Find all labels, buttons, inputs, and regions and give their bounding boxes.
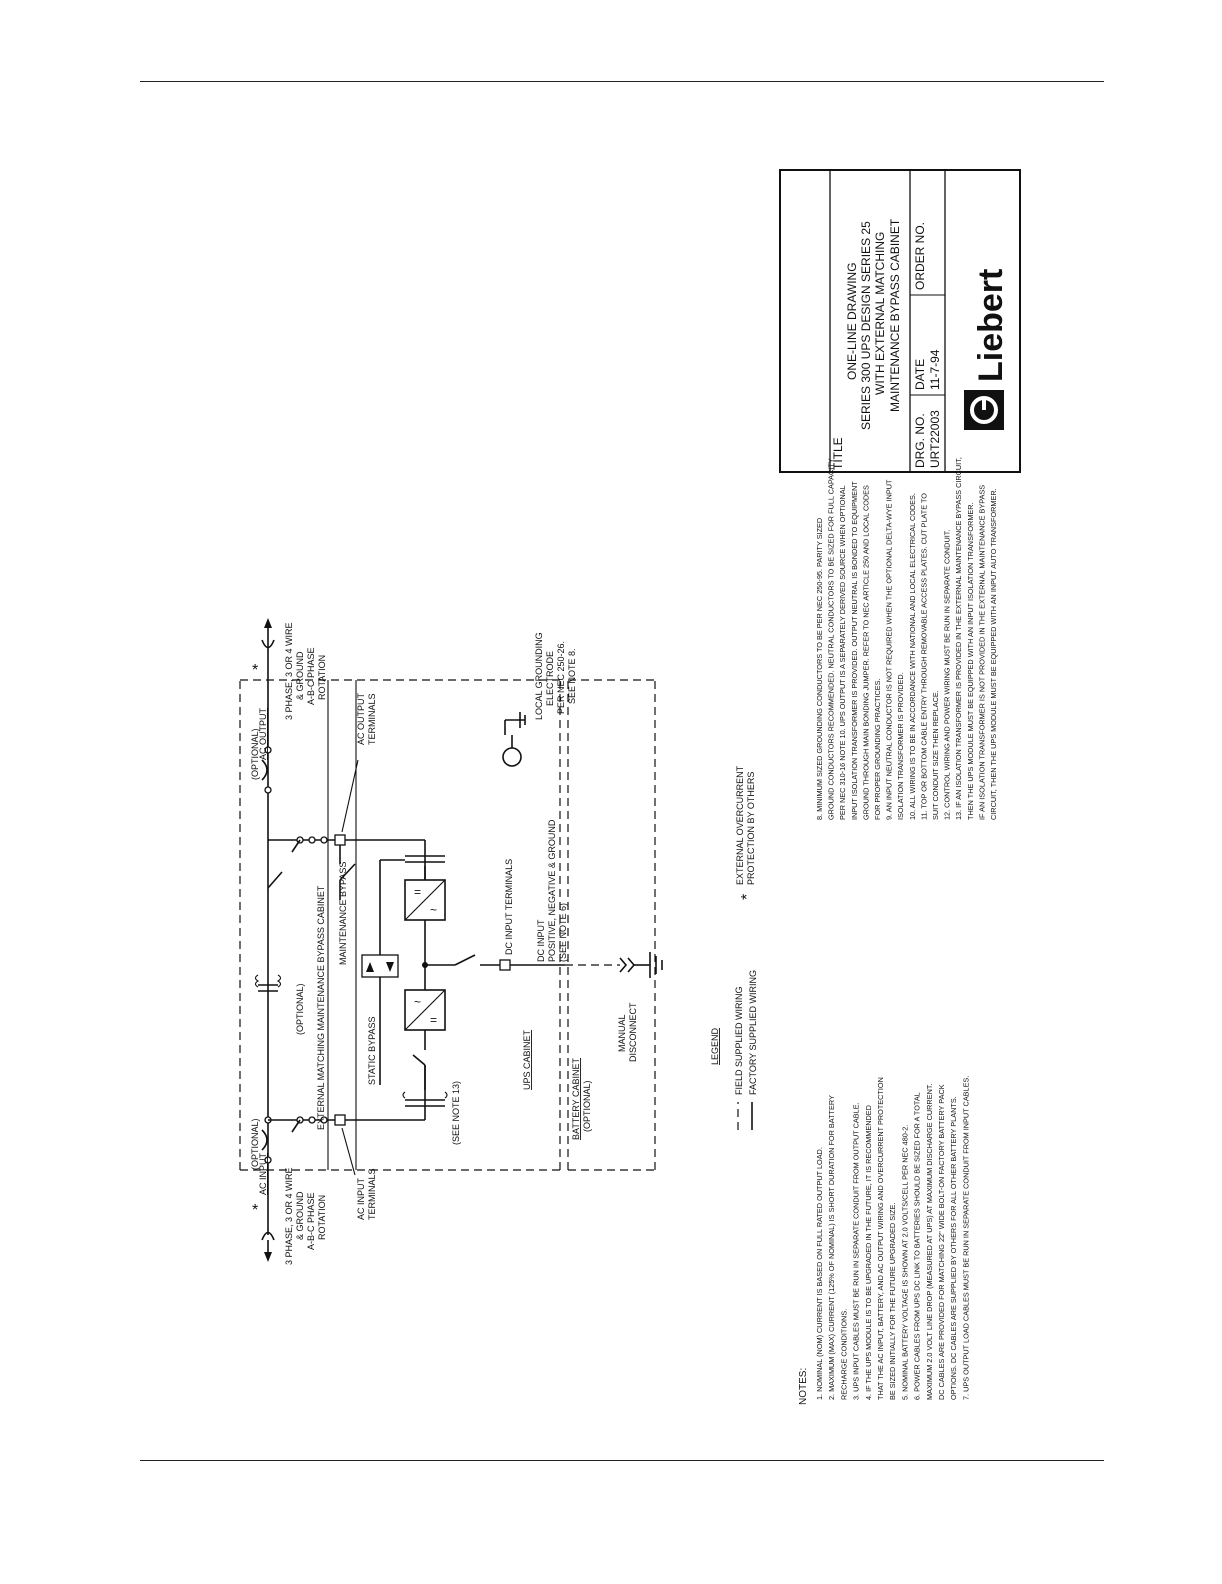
note-right-line-2: GROUND CONDUCTORS RECOMMENDED. NEUTRAL CONDUCTORS TO BE SIZED FOR FULL CAPACITY	[826, 458, 836, 820]
liebert-logo-icon	[964, 390, 1004, 430]
manual-disconnect-line-1: MANUAL	[617, 1014, 627, 1052]
brand-name: Liebert	[972, 268, 1010, 382]
note-right-line-5: GROUND THROUGH MAIN BONDING JUMPER. REFER TO NEC ARTICLE 250 AND LOCAL CODES	[861, 485, 871, 820]
note-left-line-4: 3. UPS INPUT CABLES MUST BE RUN IN SEPARATE CONDUIT FROM OUTPUT CABLE.	[851, 1102, 861, 1400]
note-left-line-3: RECHARGE CONDITIONS.	[839, 1308, 849, 1400]
manual-disconnect-line-2: DISCONNECT	[628, 1002, 638, 1062]
ac-input-terminals-line-1: AC INPUT	[356, 1177, 366, 1220]
phase-input-line-4: ROTATION	[317, 1194, 327, 1240]
note-left-line-7: BE SIZED INITIALLY FOR THE FUTURE UPGRADED SIZE.	[888, 1202, 898, 1400]
note-right-line-8: ISOLATION TRANSFORMER IS PROVIDED.	[896, 672, 906, 820]
local-ground-line-2: ELECTRODE	[545, 650, 555, 706]
note-left-line-6: THAT THE AC INPUT, BATTERY, AND AC OUTPUT WIRING AND OVERCURRENT PROTECTION	[876, 1077, 885, 1400]
bypass-cabinet-label: EXTERNAL MATCHING MAINTENANCE BYPASS CABINET	[316, 885, 326, 1130]
title-line-2: SERIES 300 UPS DESIGN SERIES 25	[859, 221, 873, 430]
battery-cabinet-label: BATTERY CABINET	[571, 1057, 581, 1140]
legend-external-line-1: EXTERNAL OVERCURRENT	[735, 765, 745, 885]
phase-output-line-4: ROTATION	[317, 654, 327, 700]
note-right-line-11: SUIT CONDUIT SIZE THEN REPLACE.	[931, 690, 940, 820]
optional-left-label: (OPTIONAL)	[250, 1118, 260, 1170]
note-left-line-9: 6. POWER CABLES FROM UPS DC LINK TO BATTERIES SHOULD BE SIZED FOR A TOTAL	[912, 1092, 922, 1400]
maintenance-bypass-label: MAINTENANCE BYPASS	[338, 861, 348, 965]
dc-input-line-2: POSITIVE, NEGATIVE & GROUND	[547, 819, 557, 962]
ac-output-label: AC OUTPUT	[258, 707, 268, 760]
date-value: 11-7-94	[928, 349, 942, 390]
drg-value: URT22003	[928, 410, 942, 468]
dc-input-line-3: (SEE NOTE 6)	[558, 902, 568, 962]
note-right-line-6: FOR PROPER GROUNDING PRACTICES.	[873, 678, 882, 820]
ac-output-terminals-line-1: AC OUTPUT	[356, 692, 366, 745]
notes	[798, 457, 998, 1405]
note-right-line-14: THEN THE UPS MODULE MUST BE EQUIPPED WITH AN INPUT ISOLATION TRANSFORMER.	[965, 502, 975, 820]
note-left-line-8: 5. NOMINAL BATTERY VOLTAGE IS SHOWN AT 2.0 VOLTS/CELL PER NEC 480-2.	[900, 1124, 910, 1400]
note-left-line-1: 1. NOMINAL (NOM) CURRENT IS BASED ON FULL RATED OUTPUT LOAD.	[815, 1147, 824, 1400]
battery-optional-label: (OPTIONAL)	[582, 1080, 592, 1132]
local-ground-line-1: LOCAL GROUNDING	[534, 632, 544, 720]
notes-right-column	[815, 457, 998, 820]
phase-output-line-1: 3 PHASE, 3 OR 4 WIRE	[284, 622, 294, 720]
title-line-4: MAINTENANCE BYPASS CABINET	[888, 218, 902, 412]
legend-factory-wiring: FACTORY SUPPLIED WIRING	[748, 969, 758, 1095]
local-ground-line-4: SEE NOTE 8.	[567, 648, 577, 704]
static-bypass-label: STATIC BYPASS	[367, 1016, 377, 1085]
svg-text:=: =	[430, 1013, 438, 1027]
external-overcurrent-star-input: *	[252, 1202, 259, 1219]
dc-input-line-1: DC INPUT	[536, 919, 546, 962]
note-left-line-11: DC CABLES ARE PROVIDED FOR MATCHING 22" WIDE BOLT-ON FACTORY BATTERY PACK	[937, 1084, 946, 1400]
notes-left-column	[815, 1076, 970, 1400]
legend-star: *	[739, 893, 756, 900]
note-right-line-13: 13. IF AN ISOLATION TRANSFORMER IS PROVIDED IN THE EXTERNAL MAINTENANCE BYPASS CIRCUIT,	[954, 457, 964, 820]
schematic-labels	[250, 622, 638, 1265]
ups-cabinet-label: UPS CABINET	[522, 1029, 532, 1090]
see-note-13-label: (SEE NOTE 13)	[451, 1080, 461, 1145]
title-line-3: WITH EXTERNAL MATCHING	[873, 231, 887, 395]
note-right-line-10: 11. TOP OR BOTTOM CABLE ENTRY THROUGH REMOVABLE ACCESS PLATES. CUT PLATE TO	[919, 493, 929, 820]
note-left-line-10: MAXIMUM 2.0 VOLT LINE DROP (MEASURED AT UPS) AT MAXIMUM DISCHARGE CURRENT.	[924, 1083, 934, 1400]
local-ground-line-3: PER NEC 250-26.	[556, 640, 566, 714]
date-label: DATE	[913, 358, 927, 390]
schematic	[240, 618, 662, 1262]
legend-external-line-2: PROTECTION BY OTHERS	[746, 771, 756, 885]
drg-label: DRG. NO.	[913, 413, 927, 468]
ac-input-label: AC INPUT	[258, 1152, 268, 1195]
note-left-line-12: OPTIONS. DC CABLES ARE SUPPLIED BY OTHERS FOR ALL OTHER BATTERY PLANTS.	[949, 1096, 959, 1400]
legend	[710, 765, 758, 1130]
note-left-line-13: 7. UPS OUTPUT LOAD CABLES MUST BE RUN IN SEPARATE CONDUIT FROM INPUT CABLES.	[961, 1075, 971, 1400]
svg-text:~: ~	[430, 903, 438, 917]
note-right-line-4: INPUT ISOLATION TRANSFORMER IS PROVIDED. OUTPUT NEUTRAL IS BONDED TO EQUIPMENT	[849, 481, 859, 820]
ac-output-terminals-line-2: TERMINALS	[367, 693, 377, 745]
phase-input-line-1: 3 PHASE, 3 OR 4 WIRE	[284, 1167, 294, 1265]
phase-input-line-2: & GROUND	[295, 1191, 305, 1240]
note-left-line-2: 2. MAXIMUM (MAX) CURRENT (125% OF NOMINAL) IS SHORT DURATION FOR BATTERY	[827, 1095, 837, 1400]
legend-title: LEGEND	[710, 1027, 720, 1065]
note-right-line-7: 9. AN INPUT NEUTRAL CONDUCTOR IS NOT REQUIRED WHEN THE OPTIONAL DELTA-WYE INPUT	[884, 479, 894, 820]
note-right-line-3: PER NEC 310-16 NOTE 10. UPS OUTPUT IS A SEPARATELY DERIVED SOURCE WHEN OPTIONAL	[838, 485, 848, 820]
title-line-1: ONE-LINE DRAWING	[845, 262, 859, 380]
phase-output-line-2: & GROUND	[295, 651, 305, 700]
ac-input-terminals-line-2: TERMINALS	[367, 1168, 377, 1220]
note-right-line-9: 10. ALL WIRING IS TO BE IN ACCORDANCE WITH NATIONAL AND LOCAL ELECTRICAL CODES.	[907, 493, 917, 820]
dc-input-terminals-label: DC INPUT TERMINALS	[504, 858, 514, 955]
note-right-line-12: 12. CONTROL WIRING AND POWER WIRING MUST BE RUN IN SEPARATE CONDUIT.	[942, 529, 952, 820]
note-right-line-15: IF AN ISOLATION TRANSFORMER IS NOT PROVIDED IN THE EXTERNAL MAINTENANCE BYPASS	[977, 484, 987, 820]
optional-transformer-label: (OPTIONAL)	[295, 983, 305, 1035]
notes-heading: NOTES:	[798, 1367, 809, 1405]
optional-right-label: (OPTIONAL)	[250, 728, 260, 780]
svg-text:~: ~	[414, 995, 422, 1009]
note-right-line-1: 8. MINIMUM SIZED GROUNDING CONDUCTORS TO BE PER NEC 250-95. PARITY SIZED	[815, 517, 824, 820]
phase-input-line-3: A-B-C PHASE	[306, 1192, 316, 1250]
svg-text:=: =	[414, 885, 422, 899]
external-overcurrent-star-output: *	[252, 662, 259, 679]
title-block	[780, 170, 1020, 472]
legend-field-wiring: FIELD SUPPLIED WIRING	[734, 986, 744, 1095]
note-left-line-5: 4. IF THE UPS MODULE IS TO BE UPGRADED IN THE FUTURE, IT IS RECOMMENDED	[863, 1105, 873, 1400]
note-right-line-16: CIRCUIT, THEN THE UPS MODULE MUST BE EQUIPPED WITH AN INPUT AUTO TRANSFORMER.	[989, 488, 998, 820]
title-label: TITLE	[831, 437, 845, 470]
phase-output-line-3: A-B-C PHASE	[306, 647, 316, 705]
order-label: ORDER NO.	[913, 221, 927, 290]
